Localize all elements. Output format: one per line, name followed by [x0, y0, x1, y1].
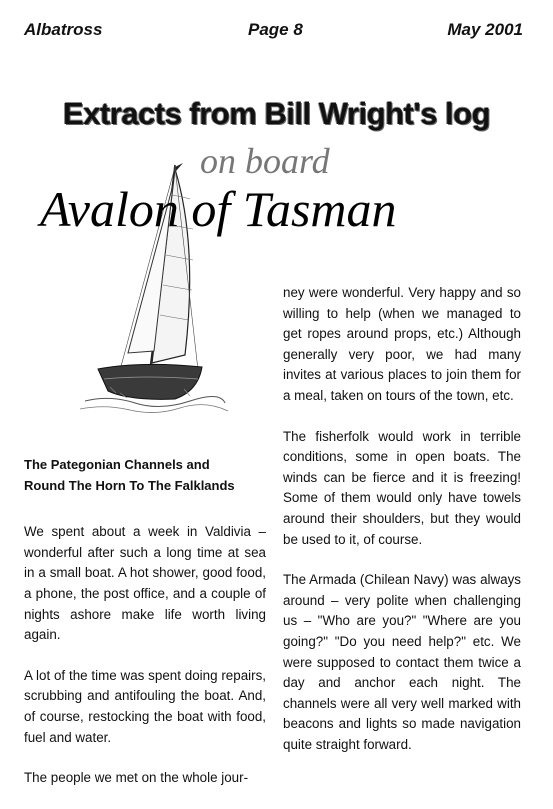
article-column-left — [24, 455, 266, 809]
section-subheading — [24, 455, 266, 496]
issue-date: May 2001 — [447, 20, 523, 39]
article-subtitle: on board — [200, 141, 330, 181]
publication-name: Albatross — [24, 20, 103, 39]
paragraph: We spent about a week in Valdivia – wonderful after such a long time at sea in a small boat. A hot shower, good food, a phone, the post office, and a couple of nights ashore make life worth living again. — [24, 524, 266, 643]
section-subheading-line-2: Round The Horn To The Falklands — [24, 477, 235, 493]
article-column-right — [283, 283, 521, 775]
boat-name-title: Avalon of Tasman — [40, 181, 397, 237]
paragraph: A lot of the time was spent doing repairs, scrubbing and antifouling the boat. And, of course, restocking the boat with food, fuel and water. — [24, 667, 266, 745]
article-title: Extracts from Bill Wright's log — [62, 96, 491, 131]
page-number: Page 8 — [248, 20, 303, 39]
paragraph: The people we met on the whole jour- — [24, 770, 249, 786]
paragraph: ney were wonderful. Very happy and so willing to help (when we managed to get ropes around props, etc.) Although generally very poor, we had many invites at various places to join them for a meal, taken on tours of the town, etc. — [283, 285, 521, 403]
paragraph: The fisherfolk would work in terrible conditions, some in open boats. The winds can be fierce and it is freezing! Some of them would only have towels around their shoulders, but they would be used to it, of course. — [283, 428, 521, 547]
section-subheading-line-1: The Pategonian Channels and — [24, 457, 210, 472]
page-header — [0, 20, 553, 46]
paragraph: The Armada (Chilean Navy) was always around – very polite when challenging us – "Who are you?" "Where are you going?" "Do you need help?" etc. We were supposed to contact them twice a day and anchor each night. The channels were all very well marked with beacons and lights so made navigation quite straight forward. — [283, 572, 521, 752]
